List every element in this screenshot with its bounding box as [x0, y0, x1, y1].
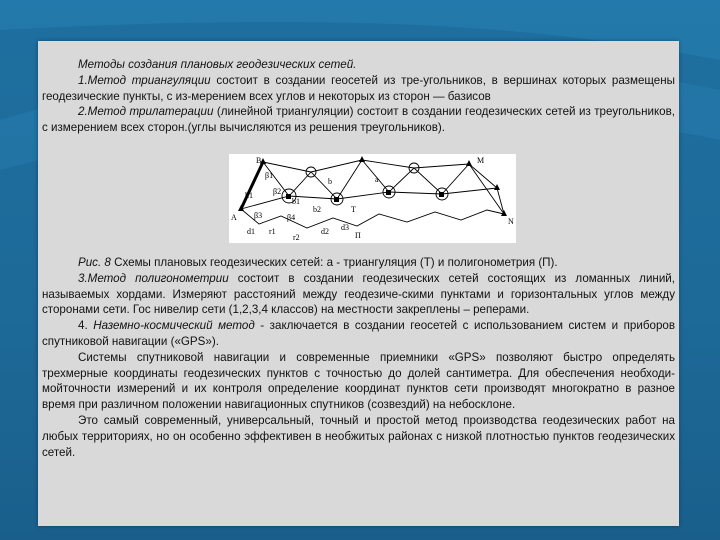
label-h1: h1: [245, 191, 253, 200]
network-diagram-svg: [229, 154, 516, 243]
network-diagram: [229, 154, 516, 243]
heading-paragraph: [42, 57, 675, 73]
gps-text: Системы спутниковой навигации и современные приемники «GPS» позволяют быстро определять трехмерные координаты геодезических пунктов с точностью до долей сантиметра. Для обеспечения необходи-мойточности измерений и их контроля определение координат пунктов сети производят многократно в разное время при различном положении навигационных спутников (созвездий) на небосклоне.: [42, 350, 675, 412]
text-bottom: [42, 255, 675, 460]
triangulation-text: состоит в создании геосетей из тре-угольников, в вершинах которых размещены геодезические пункты, с из-мерением всех углов и некоторых из сторон — базисов: [42, 73, 675, 103]
label-b1: b1: [292, 197, 300, 206]
conclusion-text: Это самый современный, универсальный, точный и простой метод производства геодезических работ на любых территориях, но он особенно эффективен в необжитых районах с низкой плотностью пунктов геодезических сетей.: [42, 413, 675, 459]
label-b-small: b: [328, 177, 332, 186]
label-a-small: a: [375, 175, 379, 184]
label-beta2: β2: [273, 187, 282, 196]
paragraph-triangulation: [42, 73, 675, 105]
space-text: - заключается в создании геосетей с использованием систем и приборов спутниковой навигации («GPS»).: [42, 319, 675, 348]
label-d2: d2: [321, 227, 329, 236]
heading: Методы создания плановых геодезических сетей.: [78, 58, 357, 71]
paragraph-gps: [42, 350, 675, 413]
label-t: T: [351, 205, 356, 214]
text-top: [42, 57, 675, 136]
label-b: B: [256, 156, 262, 165]
label-b2: b2: [313, 205, 321, 214]
triangulation-title: 1.Метод триангуляции: [78, 73, 211, 87]
label-m: M: [477, 156, 485, 165]
label-d1: d1: [247, 227, 255, 236]
figure-caption: [42, 255, 675, 271]
trilateration-text: (линейной триангуляции) состоит в создании геодезических сетей из треугольников, с измерением всех сторон.(углы вычисляются из решения треугольников).: [42, 105, 675, 135]
label-p: П: [355, 231, 361, 240]
space-title: Наземно-космический метод: [93, 319, 255, 333]
label-d3: d3: [341, 223, 349, 232]
caption-label: Рис. 8: [78, 256, 111, 269]
polygonometry-text: состоит в создании геодезических сетей состоящих из ломанных линий, называемых хордами. Измеряют расстояний между геодезиче-скими пунктами и горизонтальных углов между сторонами сети. Гос нивелир сети (1,2,3,4 классов) на местности закреплены – реперами.: [42, 271, 675, 317]
label-beta1: β1: [265, 171, 274, 180]
label-beta3: β3: [254, 211, 263, 220]
polygonometry-title: 3.Метод полигонометрии: [78, 271, 229, 285]
label-r1: r1: [269, 227, 276, 236]
paragraph-trilateration: [42, 104, 675, 136]
label-beta4: β4: [287, 213, 296, 222]
paragraph-conclusion: [42, 413, 675, 460]
caption-text: Схемы плановых геодезических сетей: а - триангуляция (Т) и полигонометрия (П).: [110, 256, 558, 269]
paragraph-polygonometry: [42, 271, 675, 318]
trilateration-title: 2.Метод трилатерации: [78, 105, 214, 119]
label-n: N: [508, 217, 514, 226]
paragraph-space: [42, 318, 675, 350]
label-r2: r2: [293, 233, 300, 242]
label-a: A: [231, 213, 237, 222]
content-card: [38, 41, 679, 526]
space-prefix: 4.: [78, 319, 94, 333]
